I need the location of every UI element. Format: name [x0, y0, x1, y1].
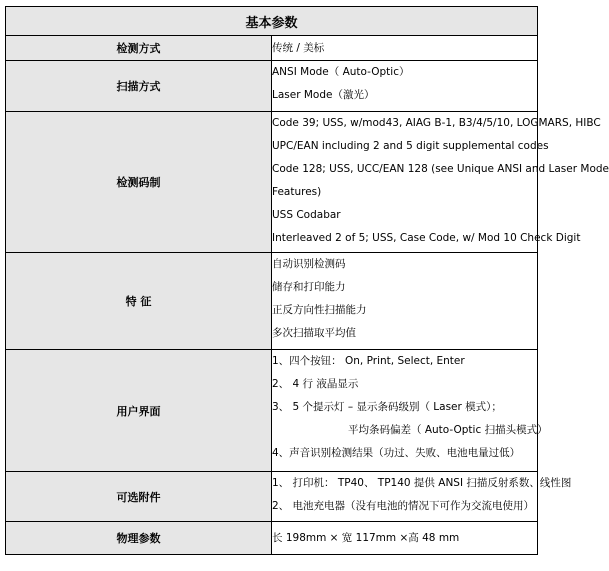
value-line: 1、四个按钮： On, Print, Select, Enter — [272, 355, 465, 367]
row-value-dimensions — [272, 522, 538, 555]
value-line: 传统 / 美标 — [272, 42, 325, 54]
table-row — [6, 350, 538, 472]
row-value-user-interface — [272, 350, 548, 472]
table-row — [6, 112, 538, 253]
row-label-accessories: 可选附件 — [6, 472, 272, 522]
value-line: USS Codabar — [272, 209, 341, 221]
row-value-symbologies — [272, 112, 609, 253]
value-line: 正反方向性扫描能力 — [272, 304, 367, 316]
row-label-user-interface: 用户界面 — [6, 350, 272, 472]
value-line: Code 128; USS, UCC/EAN 128 (see Unique ANSI and Laser Mode — [272, 163, 609, 175]
row-label-scan-method: 扫描方式 — [6, 61, 272, 112]
row-value-features — [272, 253, 538, 350]
row-label-symbologies: 检测码制 — [6, 112, 272, 253]
value-line: 长 198mm × 宽 117mm ×高 48 mm — [272, 532, 460, 544]
value-line: 3、 5 个提示灯 – 显示条码级别（ Laser 模式）； — [272, 401, 502, 413]
table-row — [6, 472, 538, 522]
value-line: 多次扫描取平均值 — [272, 327, 356, 339]
row-value-accessories — [272, 472, 572, 522]
row-label-features: 特 征 — [6, 253, 272, 350]
row-label-dimensions: 物理参数 — [6, 522, 272, 555]
table-title: 基本参数 — [6, 7, 538, 36]
spec-table — [5, 6, 609, 555]
value-line: Interleaved 2 of 5; USS, Case Code, w/ Mod 10 Check Digit — [272, 232, 581, 244]
table-row — [6, 36, 538, 61]
value-line: 自动识别检测码 — [272, 258, 346, 270]
value-line: Code 39; USS, w/mod43, AIAG B-1, B3/4/5/10, LOGMARS, HIBC — [272, 117, 601, 129]
row-value-detect-method — [272, 36, 538, 61]
value-line: 4、声音识别检测结果（功过、失败、电池电量过低） — [272, 447, 521, 459]
value-line: ANSI Mode（ Auto-Optic） — [272, 66, 410, 78]
row-value-scan-method — [272, 61, 538, 112]
table-row — [6, 253, 538, 350]
row-label-detect-method: 检测方式 — [6, 36, 272, 61]
value-line: 平均条码偏差（ Auto-Optic 扫描头模式） — [348, 424, 548, 436]
value-line: 2、 电池充电器（没有电池的情况下可作为交流电使用） — [272, 500, 535, 512]
value-line: 1、 打印机： TP40、 TP140 提供 ANSI 扫描反射系数、线性图 — [272, 477, 572, 489]
value-line: Features) — [272, 186, 322, 198]
value-line: Laser Mode（激光） — [272, 89, 375, 101]
table-row — [6, 61, 538, 112]
value-line: UPC/EAN including 2 and 5 digit supplemental codes — [272, 140, 549, 152]
value-line: 储存和打印能力 — [272, 281, 346, 293]
title-row — [6, 7, 538, 36]
table-row — [6, 522, 538, 555]
value-line: 2、 4 行 液晶显示 — [272, 378, 359, 390]
